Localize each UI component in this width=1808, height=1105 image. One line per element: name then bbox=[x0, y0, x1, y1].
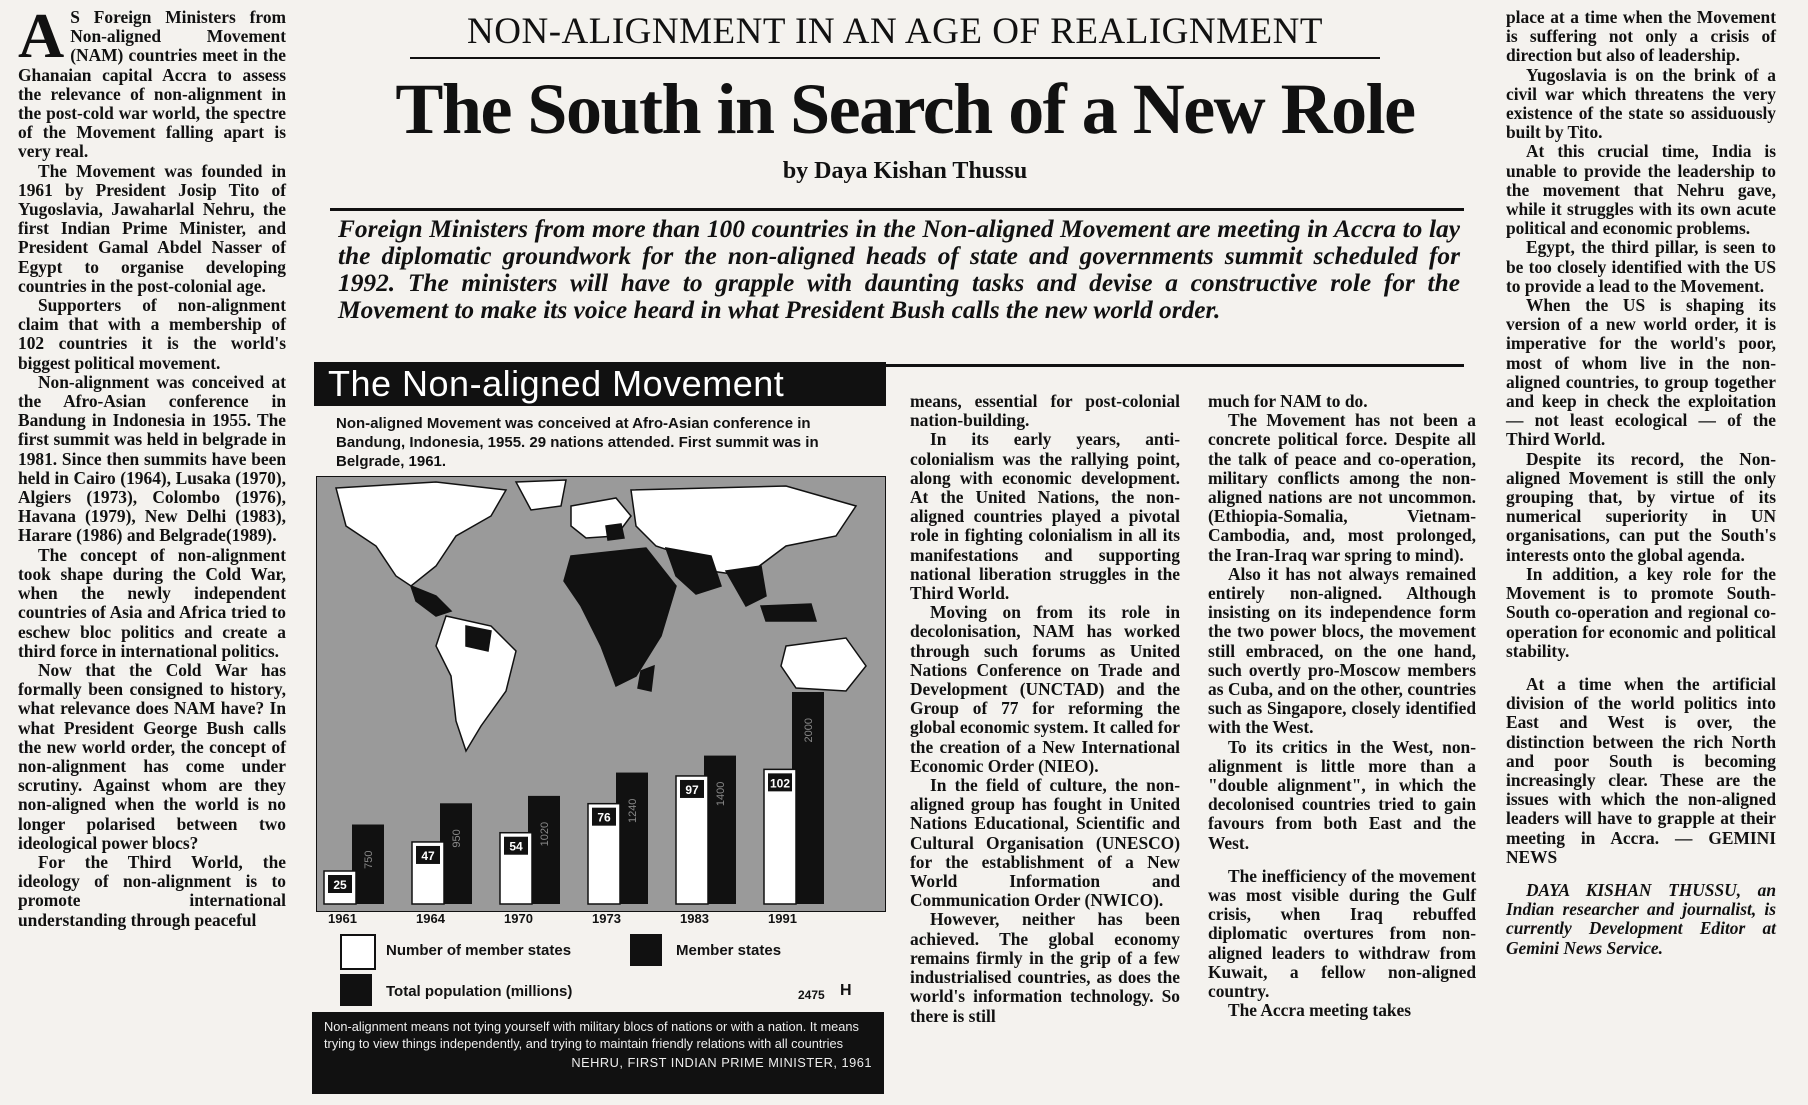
population-bar bbox=[616, 773, 648, 904]
paragraph: Now that the Cold War has formally been consigned to history, what relevance does NAM have? In what President George Bush calls the new world order, the concept of non-alignment has come under scrutiny. Against whom are they non-aligned when the world is no longer polarised between two ideological power blocs? bbox=[18, 659, 286, 853]
member-label: 97 bbox=[685, 782, 699, 797]
population-bar bbox=[440, 803, 472, 904]
category-label: 1991 bbox=[768, 911, 797, 926]
legend-swatch-population bbox=[340, 974, 372, 1006]
paragraph: Supporters of non-alignment claim that with a membership of 102 countries it is the world's biggest political movement. bbox=[18, 295, 286, 373]
article-column-3 bbox=[910, 392, 1180, 1026]
paragraph: In the field of culture, the non-aligned group has fought in United Nations Educational, Scientific and Cultural Organisation (UNESCO) for the establishment of a New World Information and Communication Order (NWICO). bbox=[910, 775, 1180, 911]
paragraph: place at a time when the Movement is suffering not only a crisis of direction but also of leadership. bbox=[1506, 7, 1776, 66]
paragraph: Yugoslavia is on the brink of a civil war which threatens the very existence of the state so assiduously built by Tito. bbox=[1506, 64, 1776, 143]
paragraph: Moving on from its role in decolonisation, NAM has worked through such forums as United Nations Conference on Trade and Development (UNCTAD) and the Group of 77 for reforming the global economic system. It called for the creation of a New International Economic Order (NIEO). bbox=[910, 602, 1180, 776]
paragraph: much for NAM to do. bbox=[1208, 391, 1368, 411]
member-label: 76 bbox=[597, 810, 611, 825]
legend-swatch-members bbox=[340, 934, 376, 970]
kicker: NON-ALIGNMENT IN AN AGE OF REALIGNMENT bbox=[410, 10, 1380, 59]
category-label: 1970 bbox=[504, 911, 533, 926]
quote-source: NEHRU, FIRST INDIAN PRIME MINISTER, 1961 bbox=[571, 1055, 872, 1070]
nehru-quote bbox=[312, 1012, 884, 1094]
graphic-subtitle: Non-aligned Movement was conceived at Afro-Asian conference in Bandung, Indonesia, 1955. 29 nations attended. First summit was in Belgrade, 1961. bbox=[336, 415, 819, 470]
paragraph: Egypt, the third pillar, is seen to be too closely identified with the US to provide a lead to the Movement. bbox=[1506, 237, 1776, 296]
category-label: 1961 bbox=[328, 911, 357, 926]
gemini-logo: H bbox=[840, 982, 852, 999]
nam-chart bbox=[316, 476, 886, 912]
article-column-5 bbox=[1506, 8, 1776, 958]
paragraph: To its critics in the West, non-alignment is little more than a "double alignment", in which the decolonised countries tried to gain favours from both East and the West. bbox=[1208, 736, 1476, 853]
population-bar bbox=[704, 756, 736, 904]
population-label: 2000 bbox=[803, 718, 815, 743]
category-label: 1973 bbox=[592, 911, 621, 926]
member-label: 25 bbox=[333, 878, 347, 892]
population-label: 1240 bbox=[627, 798, 639, 824]
byline: by Daya Kishan Thussu bbox=[782, 158, 1028, 184]
paragraph: At this crucial time, India is unable to provide the leadership to the movement that Nehru gave, while it struggles with its own acute political and economic problems. bbox=[1506, 141, 1776, 239]
paragraph: S Foreign Ministers from Non-aligned Movement (NAM) countries meet in the Ghanaian capital Accra to assess the relevance of non-alignment in the post-cold war world, the spectre of the Movement falling apart is very real. bbox=[18, 7, 286, 162]
deck: Foreign Ministers from more than 100 countries in the Non-aligned Movement are meeting in Accra to lay the diplomatic groundwork for the non-aligned heads of state and governments summit scheduled for 1992. The ministers will have to grapple with daunting tasks and devise a constructive role for the Movement to make its voice heard in what President Bush calls the new world order. bbox=[338, 215, 1460, 324]
population-label: 750 bbox=[363, 850, 375, 869]
paragraph: The inefficiency of the movement was most visible during the Gulf crisis, when Iraq rebuffed diplomatic overtures from non-aligned leaders to withdraw from Kuwait, a fellow non-aligned country. bbox=[1208, 865, 1476, 1002]
category-label: 1964 bbox=[416, 911, 445, 926]
paragraph: In its early years, anti-colonialism was the rallying point, along with economic development. At the United Nations, the non-aligned countries played a pivotal role in fighting colonialism in all its manifestations and supporting national liberation struggles in the Third World. bbox=[910, 429, 1180, 604]
paragraph: Despite its record, the Non-aligned Movement is still the only grouping that, by virtue of its numerical superiority in UN organisations, can put the South's interests onto the global agenda. bbox=[1506, 448, 1776, 565]
graphic-title: The Non-aligned Movement bbox=[314, 362, 886, 406]
population-bar bbox=[528, 796, 560, 904]
member-label: 54 bbox=[509, 839, 523, 854]
paragraph: means, essential for post-colonial nation-building. bbox=[910, 391, 1180, 431]
headline: The South in Search of a New Role bbox=[395, 69, 1415, 149]
article-column-4 bbox=[1208, 392, 1476, 1021]
paragraph: The Accra meeting takes bbox=[1228, 1000, 1412, 1021]
paragraph: The concept of non-alignment took shape during the Cold War, when the newly independent countries of Asia and Africa tried to eschew bloc politics and create a third force in international politics. bbox=[18, 544, 286, 661]
paragraph: The Movement was founded in 1961 by President Josip Tito of Yugoslavia, Jawaharlal Nehru, the first Indian Prime Minister, and President Gamal Abdel Nasser of Egypt to organise developing countries in the post-colonial age. bbox=[18, 160, 286, 296]
legend-swatch-states bbox=[630, 934, 662, 966]
population-label: 1400 bbox=[715, 781, 727, 807]
category-label: 1983 bbox=[680, 911, 709, 926]
legend-label: Number of member states bbox=[386, 942, 572, 959]
paragraph: When the US is shaping its version of a new world order, it is imperative for the world's poor, most of whom live in the non-aligned countries, to group together and keep in check the exploitation — not least ecological — of the Third World. bbox=[1506, 295, 1776, 450]
paragraph: Also it has not always remained entirely non-aligned. Although insisting on its independence form the two power blocs, the movement still embraced, on the one hand, such overtly pro-Moscow members as Cuba, and on the other, countries such as Singapore, closely identified with the West. bbox=[1208, 563, 1476, 738]
paragraph: The Movement has not been a concrete political force. Despite all the talk of peace and co-operation, military conflicts among the non-aligned nations are not uncommon. (Ethiopia-Somalia, Vietnam-Cambodia, and, most prolonged, the Iran-Iraq war spring to mind). bbox=[1208, 410, 1476, 565]
graphic-code: 2475 bbox=[798, 988, 825, 1002]
paragraph: In addition, a key role for the Movement is to promote South-South co-operation and regional co-operation for economic and political stability. bbox=[1506, 563, 1776, 661]
population-label: 1020 bbox=[539, 821, 551, 847]
paragraph: For the Third World, the ideology of non-alignment is to promote international understanding through peaceful bbox=[18, 851, 286, 930]
legend-label: Member states bbox=[676, 942, 782, 959]
article-column-1 bbox=[18, 0, 286, 930]
member-label: 102 bbox=[769, 776, 791, 791]
legend-label: Total population (millions) bbox=[386, 983, 573, 1000]
paragraph: However, neither has been achieved. The global economy remains firmly in the grip of a few industrialised countries, as does the world's information technology. So there is still bbox=[910, 909, 1180, 1026]
drop-cap: A bbox=[18, 0, 65, 71]
paragraph: At a time when the artificial division of the world politics into East and West is over, the distinction between the rich North and poor South is becoming increasingly clear. These are the issues with which the non-aligned leaders will have to grapple at their meeting in Accra. — GEMINI NEWS bbox=[1506, 673, 1776, 867]
author-bio: DAYA KISHAN THUSSU, an Indian researcher and journalist, is currently Development Editor at Gemini News Service. bbox=[1506, 879, 1776, 958]
rule bbox=[330, 208, 1464, 211]
paragraph: Non-alignment was conceived at the Afro-Asian conference in Bandung in Indonesia in 1955. The first summit was held in belgrade in 1981. Since then summits have been held in Cairo (1964), Lusaka (1970), Algiers (1973), Colombo (1976), Havana (1979), New Delhi (1983), Harare (1986) and Belgrade(1989). bbox=[18, 371, 286, 546]
member-label: 47 bbox=[421, 848, 435, 863]
population-label: 950 bbox=[451, 829, 463, 848]
quote-text: Non-alignment means not tying yourself with military blocs of nations or with a nation. It means trying to view things independently, and trying to maintain friendly relations with all countries bbox=[324, 1019, 859, 1051]
